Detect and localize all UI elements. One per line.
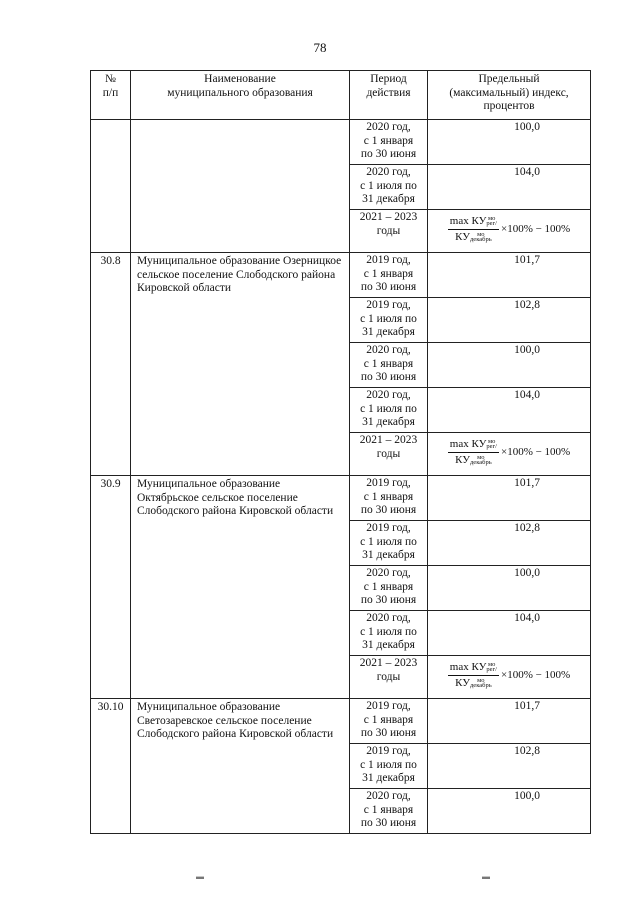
index-cell xyxy=(428,210,591,253)
formula-sub-dec: декабрь xyxy=(470,459,492,467)
formula-tail: ×100% − 100% xyxy=(500,445,571,458)
formula-max-ku: max КУ xyxy=(449,438,487,450)
index-cell xyxy=(428,388,591,433)
index-value: 100,0 xyxy=(514,567,540,579)
index-value: 102,8 xyxy=(514,522,540,534)
period-cell: 2020 год, с 1 июля по 31 декабря xyxy=(350,611,428,656)
row-number: 30.10 xyxy=(91,699,131,834)
formula-sub-dec: декабрь xyxy=(470,682,492,690)
formula-max-ku: max КУ xyxy=(449,661,487,673)
index-value: 104,0 xyxy=(514,612,540,624)
index-cell xyxy=(428,656,591,699)
formula-tail: ×100% − 100% xyxy=(500,668,571,681)
formula-denominator xyxy=(453,453,494,467)
table-row xyxy=(91,699,591,744)
formula-sup: мо xyxy=(487,437,496,445)
formula-indices-top xyxy=(486,662,497,674)
formula-sub-dec: декабрь xyxy=(470,236,492,244)
index-cell xyxy=(428,298,591,343)
index-cell xyxy=(428,120,591,165)
formula-indices-top xyxy=(486,439,497,451)
period-cell: 2019 год, с 1 июля по 31 декабря xyxy=(350,298,428,343)
index-cell xyxy=(428,699,591,744)
row-number: 30.8 xyxy=(91,253,131,476)
municipality-name: Муниципальное образование Октябрьское сельское поселение Слободского района Кировской области xyxy=(131,476,350,699)
municipality-name xyxy=(131,120,350,253)
formula-numerator xyxy=(448,215,499,230)
formula-sup-bottom: мо xyxy=(477,676,485,684)
scan-artifact: ▬ xyxy=(482,872,490,881)
formula-sup-bottom: мо xyxy=(477,230,485,238)
table-header-row xyxy=(91,71,591,120)
header-index: Предельный (максимальный) индекс, процентов xyxy=(428,71,591,120)
period-cell: 2020 год, с 1 июля по 31 декабря xyxy=(350,388,428,433)
period-cell: 2020 год, с 1 июля по 31 декабря xyxy=(350,165,428,210)
table-row xyxy=(91,120,591,165)
table-row xyxy=(91,253,591,298)
row-number xyxy=(91,120,131,253)
period-cell: 2021 – 2023 годы xyxy=(350,210,428,253)
period-cell: 2019 год, с 1 января по 30 июня xyxy=(350,476,428,521)
index-cell xyxy=(428,476,591,521)
index-value: 102,8 xyxy=(514,745,540,757)
municipality-name: Муниципальное образование Озерницкое сельское поселение Слободского района Кировской области xyxy=(131,253,350,476)
formula-fraction xyxy=(448,661,499,690)
index-cell xyxy=(428,789,591,834)
index-cell xyxy=(428,165,591,210)
index-value: 101,7 xyxy=(514,700,540,712)
period-cell: 2019 год, с 1 января по 30 июня xyxy=(350,699,428,744)
index-value: 101,7 xyxy=(514,254,540,266)
formula-ku: КУ xyxy=(455,453,470,466)
header-name: Наименование муниципального образования xyxy=(131,71,350,120)
formula-numerator xyxy=(448,661,499,676)
header-period: Период действия xyxy=(350,71,428,120)
index-value: 100,0 xyxy=(514,121,540,133)
formula-ku: КУ xyxy=(455,676,470,689)
index-cell xyxy=(428,433,591,476)
index-formula xyxy=(428,434,590,467)
index-cell xyxy=(428,744,591,789)
formula-indices-bottom xyxy=(470,232,492,244)
period-cell: 2019 год, с 1 июля по 31 декабря xyxy=(350,744,428,789)
formula-denominator xyxy=(453,676,494,690)
formula-sub-reg: рег/ xyxy=(486,666,497,674)
scan-artifact: ▬ xyxy=(196,872,204,881)
period-cell: 2020 год, с 1 января по 30 июня xyxy=(350,789,428,834)
formula-sup-bottom: мо xyxy=(477,453,485,461)
formula-sub-reg: рег/ xyxy=(486,220,497,228)
index-value: 104,0 xyxy=(514,389,540,401)
period-cell: 2020 год, с 1 января по 30 июня xyxy=(350,566,428,611)
index-cell xyxy=(428,253,591,298)
formula-tail: ×100% − 100% xyxy=(500,222,571,235)
formula-sup: мо xyxy=(487,660,496,668)
index-value: 100,0 xyxy=(514,790,540,802)
formula-denominator xyxy=(453,230,494,244)
period-cell: 2019 год, с 1 января по 30 июня xyxy=(350,253,428,298)
formula-max-ku: max КУ xyxy=(449,215,487,227)
index-formula xyxy=(428,657,590,690)
index-formula xyxy=(428,211,590,244)
index-value: 100,0 xyxy=(514,344,540,356)
formula-fraction xyxy=(448,438,499,467)
index-cell xyxy=(428,521,591,566)
index-value: 104,0 xyxy=(514,166,540,178)
period-cell: 2021 – 2023 годы xyxy=(350,433,428,476)
table-row xyxy=(91,476,591,521)
formula-fraction xyxy=(448,215,499,244)
period-cell: 2020 год, с 1 января по 30 июня xyxy=(350,120,428,165)
formula-sup: мо xyxy=(487,214,496,222)
index-cell xyxy=(428,343,591,388)
formula-numerator xyxy=(448,438,499,453)
index-value: 102,8 xyxy=(514,299,540,311)
formula-indices-bottom xyxy=(470,678,492,690)
municipality-name: Муниципальное образование Светозаревское сельское поселение Слободского района Кировской области xyxy=(131,699,350,834)
formula-indices-bottom xyxy=(470,455,492,467)
header-num: № п/п xyxy=(91,71,131,120)
period-cell: 2019 год, с 1 июля по 31 декабря xyxy=(350,521,428,566)
period-cell: 2021 – 2023 годы xyxy=(350,656,428,699)
index-cell xyxy=(428,611,591,656)
formula-indices-top xyxy=(486,216,497,228)
period-cell: 2020 год, с 1 января по 30 июня xyxy=(350,343,428,388)
row-number: 30.9 xyxy=(91,476,131,699)
page-number: 78 xyxy=(313,40,327,55)
index-cell xyxy=(428,566,591,611)
index-value: 101,7 xyxy=(514,477,540,489)
formula-ku: КУ xyxy=(455,230,470,243)
tariff-index-table xyxy=(90,70,591,834)
formula-sub-reg: рег/ xyxy=(486,443,497,451)
